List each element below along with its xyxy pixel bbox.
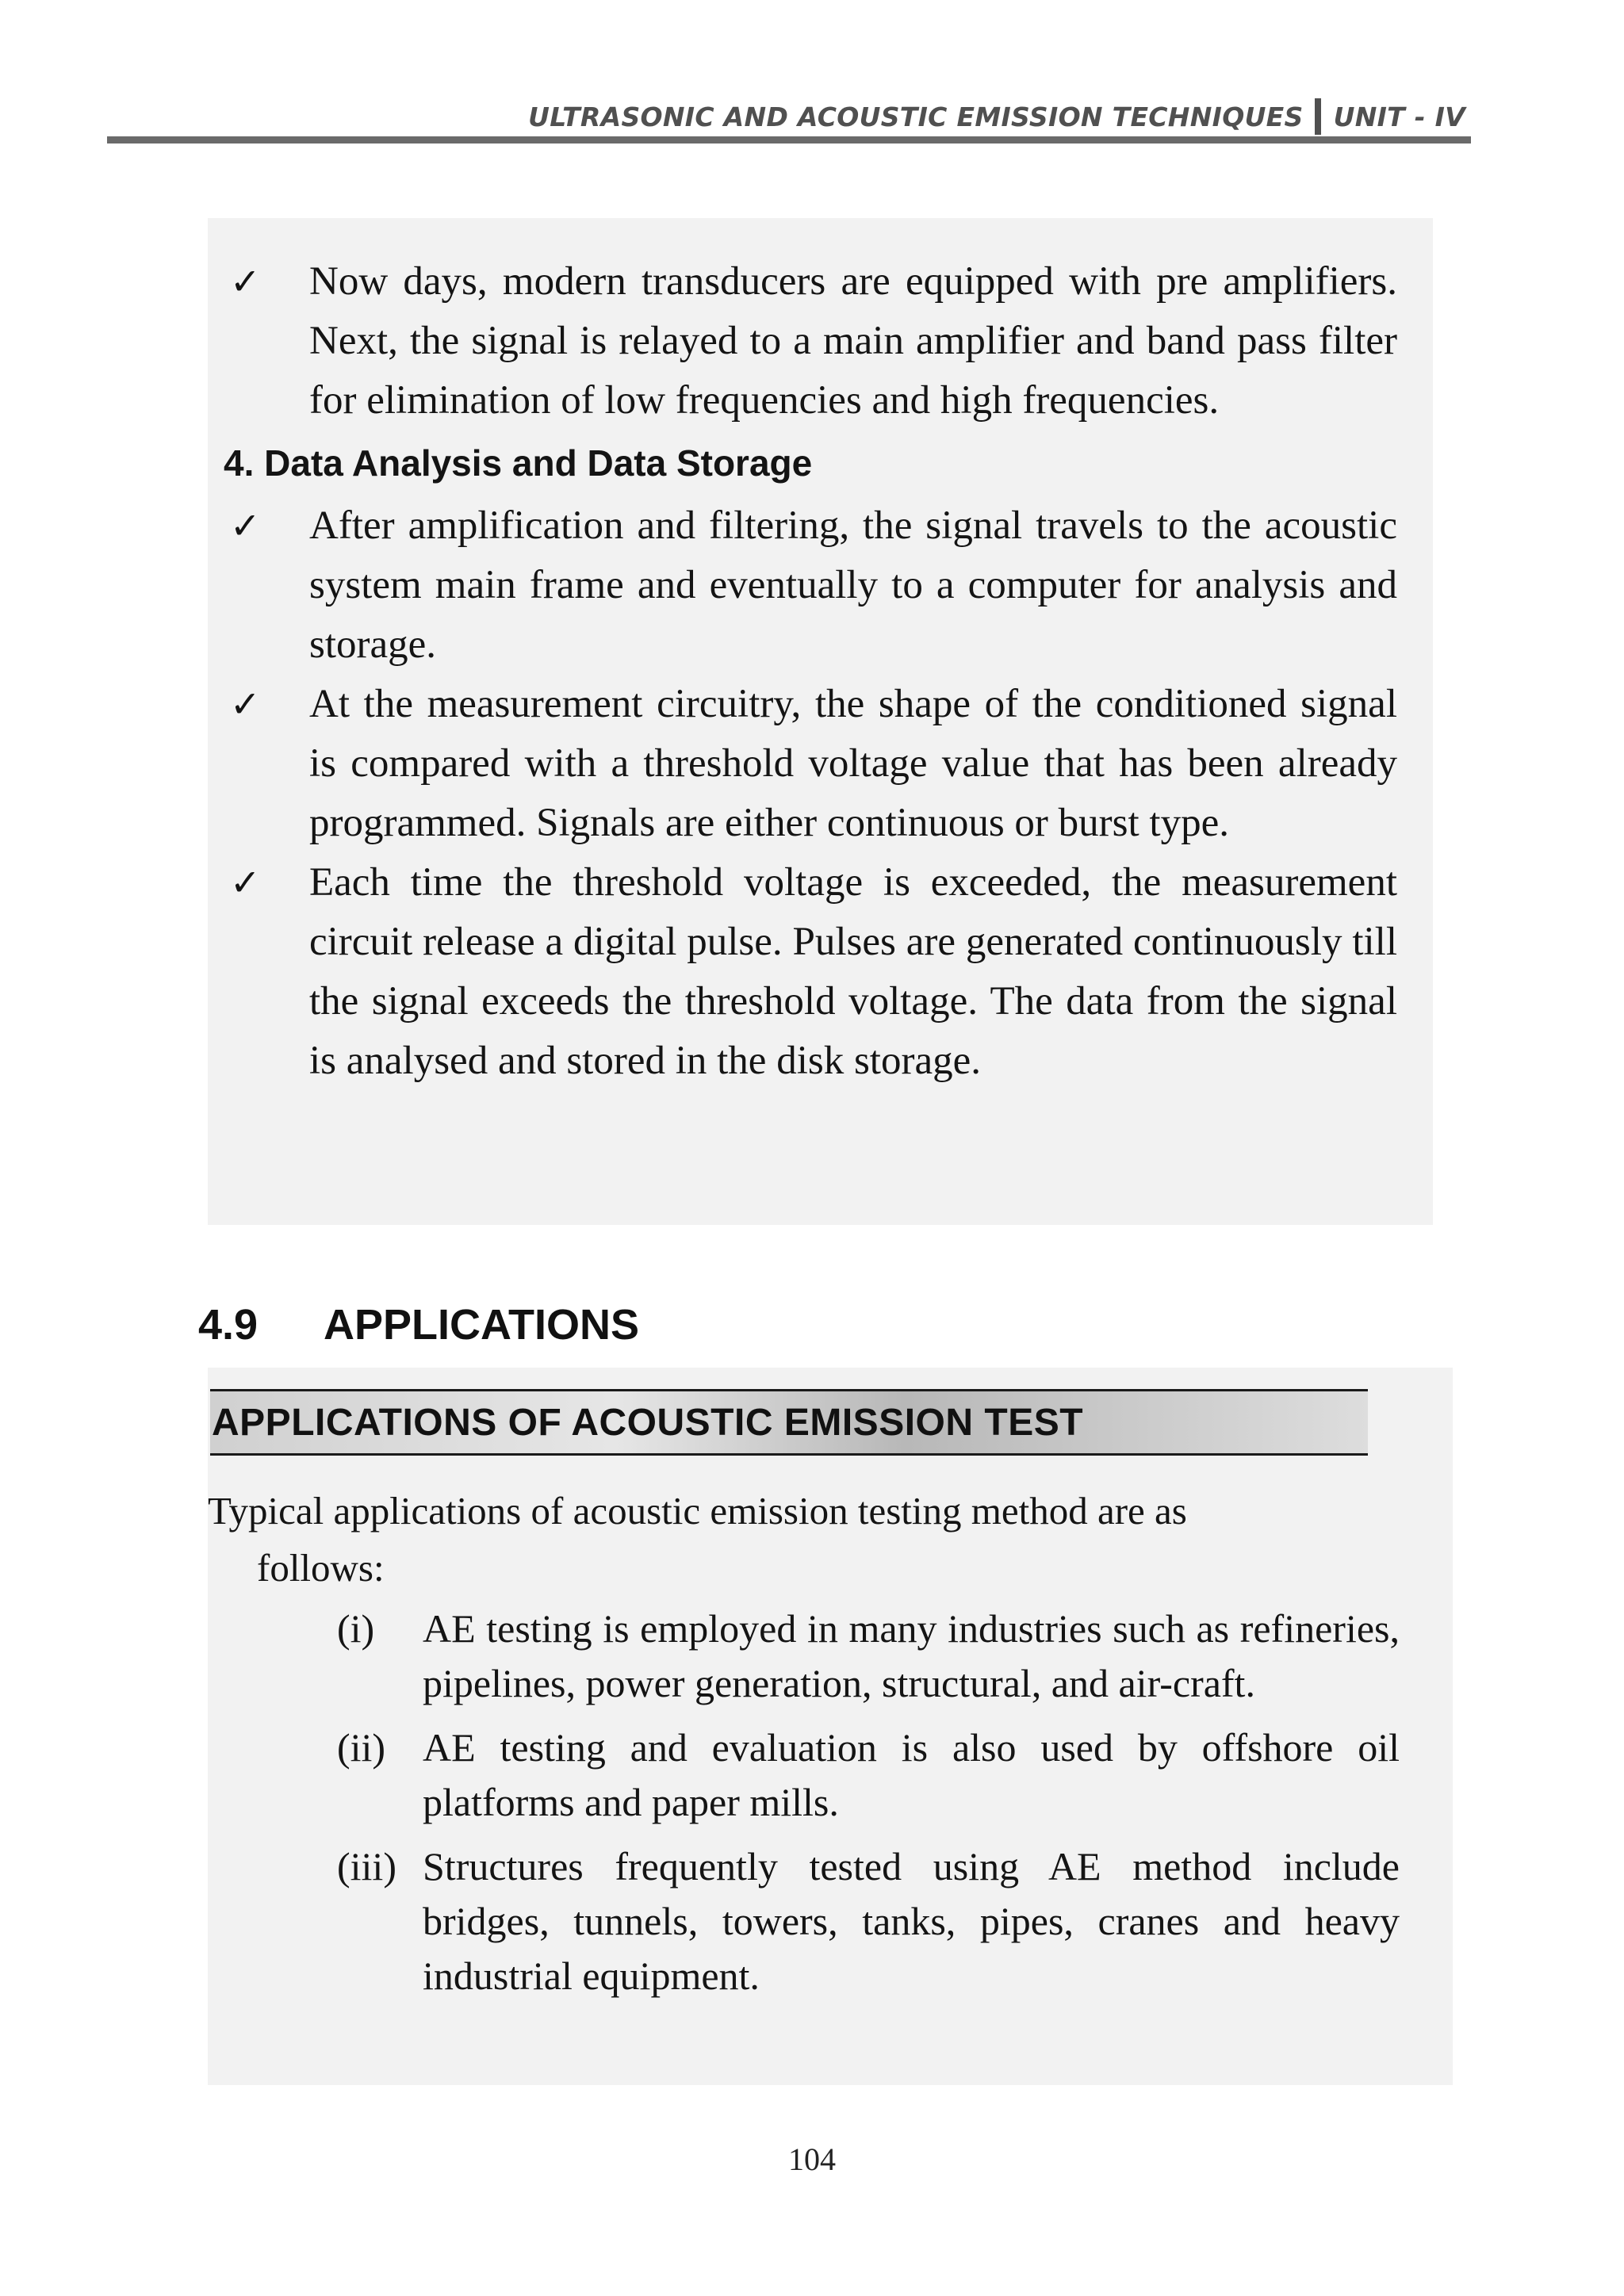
list-item <box>337 1601 1400 1711</box>
list-item-text: AE testing and evaluation is also used by offshore oil platforms and paper mills. <box>423 1725 1400 1824</box>
header-title: ULTRASONIC AND ACOUSTIC EMISSION TECHNIQUES <box>528 101 1304 132</box>
header-rule <box>107 136 1471 144</box>
list-item-text: AE testing is employed in many industries such as refineries, pipelines, power generation, structural, and air-craft. <box>423 1606 1400 1705</box>
intro-line-2: follows: <box>257 1546 385 1590</box>
applications-banner <box>210 1389 1368 1456</box>
header-unit: UNIT - IV <box>1333 101 1465 132</box>
section-heading <box>198 1300 639 1349</box>
list-marker: (iii) <box>337 1844 396 1888</box>
list-item <box>337 1720 1400 1830</box>
list-marker: (ii) <box>337 1725 386 1770</box>
list-item <box>337 1839 1400 2003</box>
section-title: APPLICATIONS <box>324 1301 640 1349</box>
intro-line-1: Typical applications of acoustic emission testing method are as <box>208 1489 1187 1533</box>
applications-intro <box>208 1483 1397 1597</box>
checkmark-icon: ✓ <box>230 683 261 725</box>
subheading-data-analysis: 4. Data Analysis and Data Storage <box>224 442 813 484</box>
bullet-text: Now days, modern transducers are equipped with pre amplifiers. Next, the signal is relayed to a main amplifier and band pass filter for elimination of low frequencies and high frequencies. <box>309 259 1397 423</box>
bullet-item <box>224 496 1397 675</box>
banner-text: APPLICATIONS OF ACOUSTIC EMISSION TEST <box>212 1401 1084 1444</box>
bullet-text: After amplification and filtering, the signal travels to the acoustic system main frame and eventually to a computer for analysis and storage. <box>309 503 1397 667</box>
section-number: 4.9 <box>198 1301 259 1349</box>
checkmark-icon: ✓ <box>230 861 261 904</box>
page-number: 104 <box>788 2141 836 2177</box>
list-marker: (i) <box>337 1606 375 1651</box>
continuation-list <box>224 252 1397 1091</box>
bullet-item <box>224 675 1397 853</box>
bullet-text: At the measurement circuitry, the shape of the conditioned signal is compared with a threshold voltage value that has been already programmed. Signals are either continuous or burst type. <box>309 682 1397 845</box>
header-separator <box>1315 98 1321 135</box>
running-header <box>528 98 1465 135</box>
applications-list <box>337 1601 1400 2013</box>
bullet-item <box>224 252 1397 430</box>
checkmark-icon: ✓ <box>230 260 261 303</box>
bullet-item <box>224 853 1397 1091</box>
checkmark-icon: ✓ <box>230 504 261 547</box>
list-item-text: Structures frequently tested using AE method include bridges, tunnels, towers, tanks, pipes, cranes and heavy industrial equipment. <box>423 1844 1400 1998</box>
bullet-text: Each time the threshold voltage is exceeded, the measurement circuit release a digital pulse. Pulses are generated continuously till the signal exceeds the threshold voltage. The data from the signal is analysed and stored in the disk storage. <box>309 860 1397 1083</box>
